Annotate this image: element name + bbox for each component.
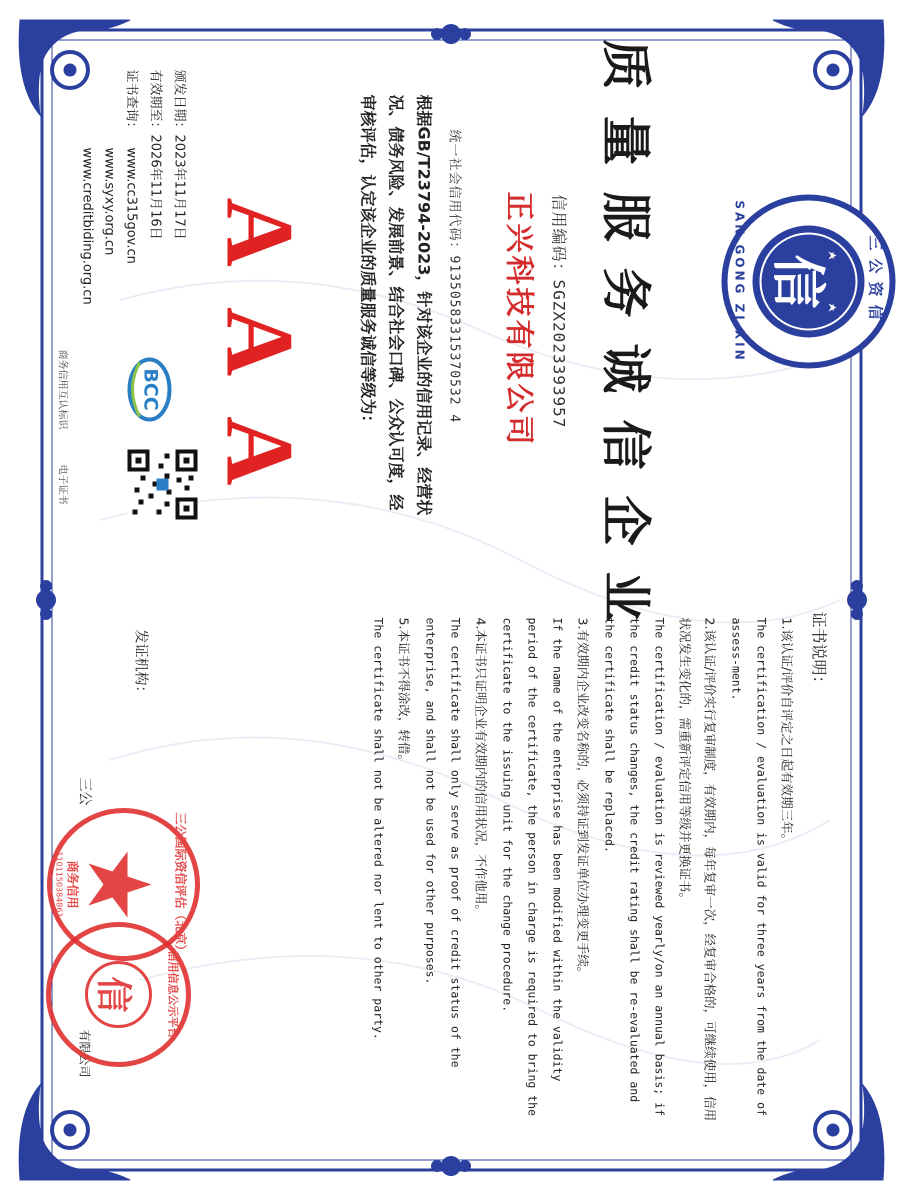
footnote-right: 电子证书 [57, 465, 72, 505]
notes-5-en: The certificate shall not be altered nor lent to other party. [366, 618, 391, 1128]
certificate-title: 质量服务诚信企业 [594, 40, 666, 648]
query-site-1[interactable]: www.cc315gov.cn [120, 148, 142, 264]
seal-main-ring: 三公国际资信评估（北京） [173, 805, 190, 965]
notes-3: 3.有效期内企业改变名称的，必须持证到发证单位办理变更手续。 [571, 618, 596, 1128]
valid-until: 有效期至：2026年11月16日 [144, 70, 166, 240]
notes-5: 5.本证书不得涂改，转借。 [392, 618, 417, 1128]
credit-code-label: 统一社会信用代码： [447, 130, 462, 256]
emblem-ring-text: SAN GONG ZI XIN [733, 192, 747, 372]
seal-main-number: 1101150384861 [55, 805, 64, 965]
certificate-content [1, 0, 903, 1200]
notes-4: 4.本证书只证明企业有效期内的信用状况，不作他用。 [469, 618, 494, 1128]
company-name: 正兴科技有限公司 [501, 192, 542, 448]
bcc-logo-text: BCC [140, 355, 162, 425]
seal-main-center: 商务信用 [65, 805, 82, 965]
credit-code [447, 130, 466, 424]
issuer-label: 发证机构： [130, 630, 152, 700]
notes-2: 2.该认证/评价实行复审制度，有效期内，每年复审一次，经复审合格的，可继续使用，信用状况发生变化的，需重新评定信用等级并更换证书。 [673, 618, 723, 1128]
seal-secondary [44, 920, 194, 1070]
notes-4-en: The certificate shall only serve as proof of credit status of the enterprise, and shall not be used for other purposes. [418, 618, 468, 1128]
notes-3-en: If the name of the enterprise has been modified within the validity period of the certificate, the person in charge is required to bring the certificate to the issuing unit for the change procedure. [495, 618, 570, 1128]
issuer-suffix: 有限公司 [74, 1030, 96, 1078]
seal-secondary-ring: 信用信息公示平台 [166, 920, 182, 1070]
serial-label: 信用编码： [550, 195, 569, 280]
issuer-name: 三公 [74, 778, 96, 806]
footnote-left: 商务信用互认标识 [57, 350, 72, 430]
issue-date: 颁发日期：2023年11月17日 [168, 70, 190, 240]
notes-title: 证书说明： [809, 612, 832, 692]
emblem-top-text: 三公资信 [866, 192, 887, 372]
query-site-3[interactable]: www.creditbiding.org.cn [76, 148, 98, 305]
bcc-logo [126, 355, 174, 425]
query-label: 证书查询： [120, 70, 142, 135]
notes-1: 1.该认证/评价自评定之日起有效期三年。 [775, 618, 800, 1128]
notes-1-en: The certification / evaluation is valid for three years from the date of assess-ment. [724, 618, 774, 1128]
emblem-glyph: 信 [764, 192, 841, 372]
qr-code [128, 450, 198, 520]
query-site-2[interactable]: www.syxy.org.cn [98, 148, 120, 256]
serial-number [549, 195, 572, 429]
rating: AAA [205, 198, 316, 526]
notes-2-en: The certification / evaluation is reviewed yearly/on an annual basis; if the credit status changes, the credit rating shall be re-evaluated and the certificate shall be replaced. [597, 618, 672, 1128]
serial-value: SGZX2023393957 [550, 280, 569, 429]
seal-secondary-center: 信 [91, 920, 142, 1070]
credit-code-value: 91350583315370532 4 [447, 256, 462, 424]
basis-text: 根据GB/T23794-2023，针对该企业的信用记录、经营状况、债务风险、发展前景、结合社会口碑、公众认可度，经审核评估，认定该企业的质量服务诚信等级为： [354, 95, 438, 525]
emblem [719, 192, 899, 372]
